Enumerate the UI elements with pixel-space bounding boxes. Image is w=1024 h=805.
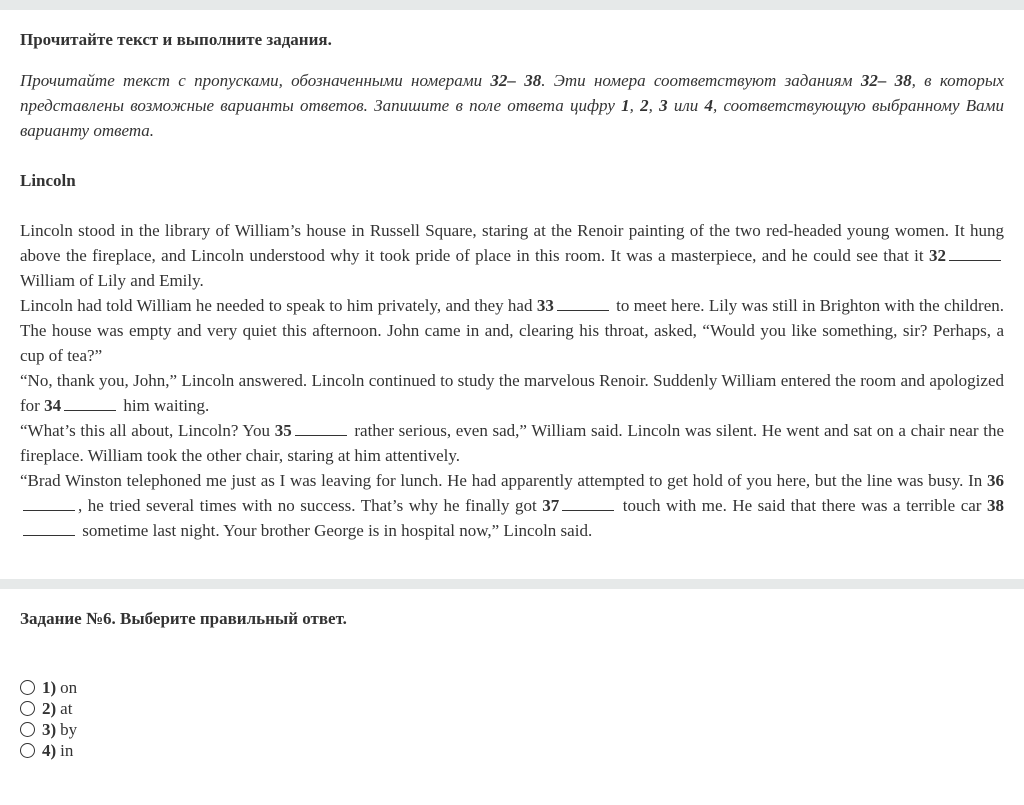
answer-option-4[interactable]	[20, 740, 1004, 761]
option-text: in	[60, 741, 74, 760]
answer-options	[20, 677, 1004, 761]
option-text: by	[60, 720, 78, 739]
story-fragment: “Brad Winston telephoned me just as I was leaving for lunch. He had apparently attempted to get hold of you here, but the line was busy. In	[20, 471, 987, 490]
instructions-sep: ,	[648, 96, 660, 115]
story-paragraph	[20, 468, 1004, 543]
gap-blank-36	[23, 493, 75, 511]
instructions-digit: 1	[621, 96, 630, 115]
gap-number-33: 33	[536, 296, 554, 315]
instructions-sep: или	[667, 96, 705, 115]
story-paragraph	[20, 418, 1004, 468]
gap-number-37: 37	[542, 496, 560, 515]
answer-option-1[interactable]	[20, 677, 1004, 698]
top-divider	[0, 0, 1024, 10]
instructions-text	[20, 68, 1004, 143]
option-number: 3)	[42, 720, 57, 739]
gap-blank-33	[557, 293, 609, 311]
radio-button[interactable]	[20, 680, 35, 695]
instructions-part: , в которых представлены возможные варианты ответов. Запишите в поле ответа цифру	[20, 71, 1004, 115]
gap-number-32: 32	[929, 246, 946, 265]
option-text: on	[60, 678, 78, 697]
story-fragment: sometime last night. Your brother George is in hospital now,” Lincoln said.	[78, 521, 593, 540]
gap-number-36: 36	[987, 471, 1004, 490]
gap-blank-38	[23, 518, 75, 536]
radio-button[interactable]	[20, 743, 35, 758]
instructions-sep: ,	[629, 96, 641, 115]
instructions-digit: 2	[640, 96, 649, 115]
task-heading: Задание №6. Выберите правильный ответ.	[20, 609, 347, 628]
answer-option-3[interactable]	[20, 719, 1004, 740]
option-text: at	[60, 699, 73, 718]
story-title: Lincoln	[20, 171, 76, 190]
instructions-digit: 4	[704, 96, 713, 115]
story-fragment: William of Lily and Emily.	[20, 271, 204, 290]
gap-number-38: 38	[987, 496, 1004, 515]
gap-number-34: 34	[44, 396, 62, 415]
reading-section	[0, 27, 1024, 543]
option-number: 2)	[42, 699, 57, 718]
story-paragraph	[20, 368, 1004, 418]
instructions-part: , соответствующую выбранному Вами варианту ответа.	[20, 96, 1005, 140]
story-fragment: “No, thank you, John,” Lincoln answered. Lincoln continued to study the marvelous Renoir. Suddenly William entered the room and apologized for	[20, 371, 1004, 415]
instructions-range: 32– 38	[490, 71, 542, 90]
story-text	[20, 218, 1004, 543]
page-heading: Прочитайте текст и выполните задания.	[20, 30, 332, 49]
radio-button[interactable]	[20, 701, 35, 716]
gap-blank-35	[295, 418, 347, 436]
section-divider	[0, 579, 1024, 589]
instructions-part: Прочитайте текст с пропусками, обозначенными номерами	[20, 71, 491, 90]
option-number: 1)	[42, 678, 57, 697]
story-fragment: Lincoln stood in the library of William’s house in Russell Square, staring at the Renoir painting of the two red-headed young women. It hung above the fireplace, and Lincoln understood why it took pride of place in this room. It was a masterpiece, and he could see that it	[20, 221, 1004, 265]
gap-number-35: 35	[274, 421, 292, 440]
story-fragment: him waiting.	[119, 396, 210, 415]
story-fragment: touch with me. He said that there was a terrible car	[617, 496, 987, 515]
gap-blank-32	[949, 243, 1001, 261]
radio-button[interactable]	[20, 722, 35, 737]
story-paragraph	[20, 293, 1004, 368]
gap-blank-37	[562, 493, 614, 511]
story-fragment: Lincoln had told William he needed to speak to him privately, and they had	[20, 296, 537, 315]
instructions-digit: 3	[659, 96, 668, 115]
option-number: 4)	[42, 741, 57, 760]
story-fragment: “What’s this all about, Lincoln? You	[20, 421, 275, 440]
story-fragment: , he tried several times with no success. That’s why he finally got	[78, 496, 543, 515]
story-fragment: rather serious, even sad,” William said. Lincoln was silent. He went and sat on a chair near the fireplace. William took the other chair, staring at him attentively.	[20, 421, 1004, 465]
task-section	[0, 606, 1024, 761]
answer-option-2[interactable]	[20, 698, 1004, 719]
instructions-range: 32– 38	[860, 71, 912, 90]
story-paragraph	[20, 218, 1004, 293]
story-fragment: to meet here. Lily was still in Brighton with the children. The house was empty and very quiet this afternoon. John came in and, clearing his throat, asked, “Would you like something, sir? Perhaps, a cup of tea?”	[20, 296, 1005, 365]
instructions-part: . Эти номера соответствуют заданиям	[541, 71, 861, 90]
gap-blank-34	[64, 393, 116, 411]
